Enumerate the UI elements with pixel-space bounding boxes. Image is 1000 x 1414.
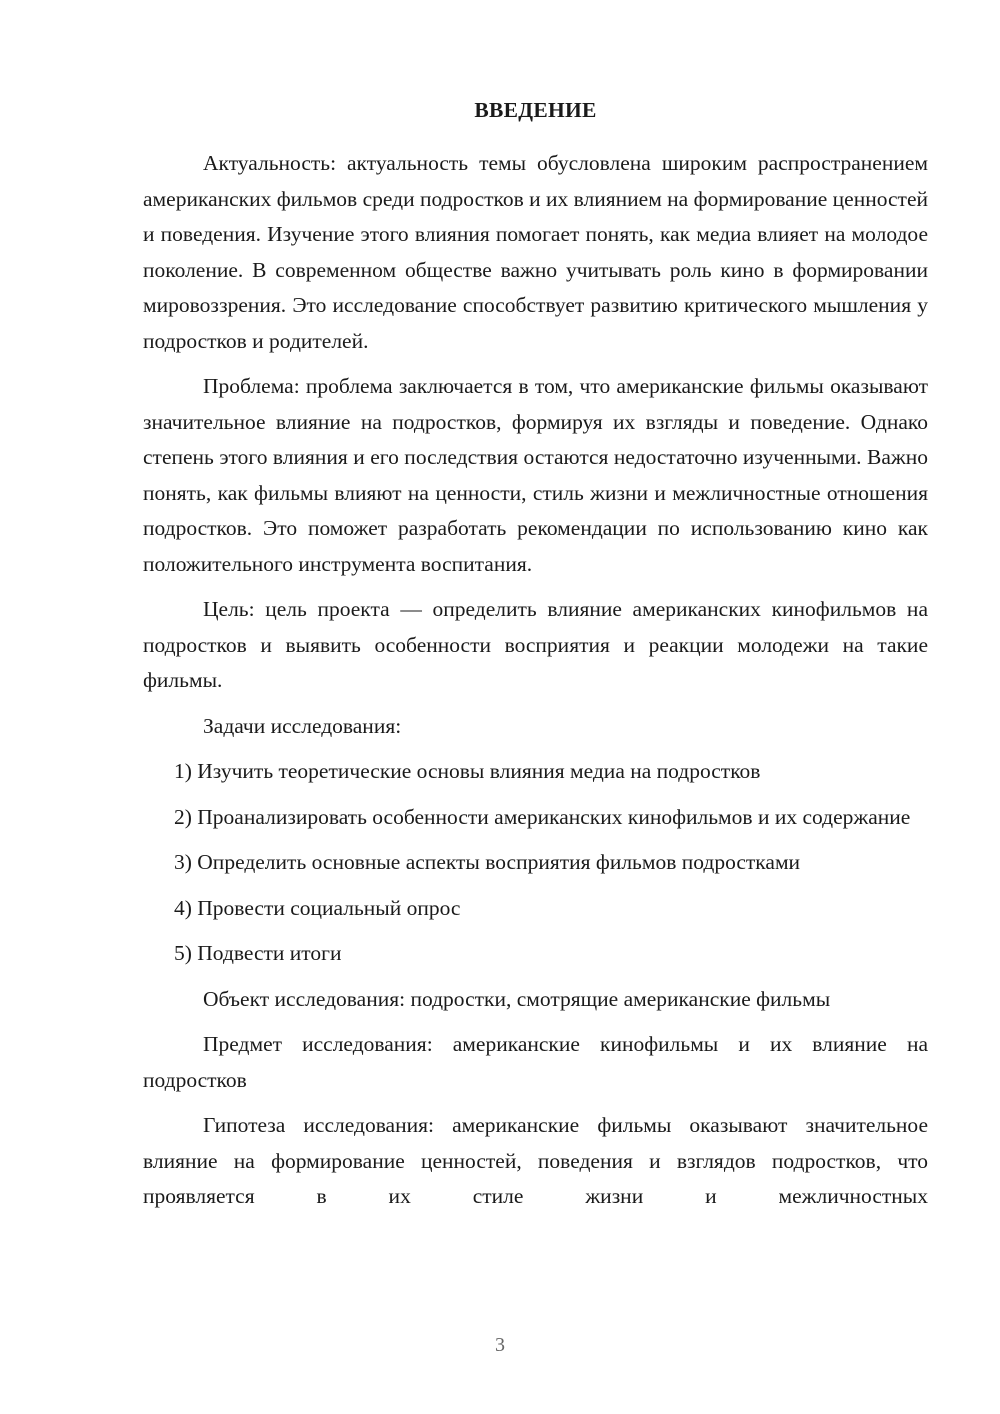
task-item-2: 2) Проанализировать особенности американских кинофильмов и их содержание <box>174 804 911 829</box>
task-item-1: 1) Изучить теоретические основы влияния медиа на подростков <box>174 759 761 783</box>
document-page <box>143 93 928 1215</box>
paragraph-problem: Проблема: проблема заключается в том, что американские фильмы оказывают значительное влияние на подростков, формируя их взгляды и поведение. Однако степень этого влияния и его последствия остаются недостаточно изученными. Важно понять, как фильмы влияют на ценности, стиль жизни и межличностные отношения подростков. Это поможет разработать рекомендации по использованию кино как положительного инструмента воспитания. <box>143 374 928 576</box>
page-number: 3 <box>495 1334 505 1356</box>
section-title: ВВЕДЕНИЕ <box>474 98 597 122</box>
task-item-3: 3) Определить основные аспекты восприятия фильмов подростками <box>174 850 801 874</box>
paragraph-relevance: Актуальность: актуальность темы обусловлена широким распространением американских фильмов среди подростков и их влиянием на формирование ценностей и поведения. Изучение этого влияния помогает понять, как медиа влияет на молодое поколение. В современном обществе важно учитывать роль кино в формировании мировоззрения. Это исследование способствует развитию критического мышления у подростков и родителей. <box>143 151 928 353</box>
task-item-5: 5) Подвести итоги <box>174 941 342 965</box>
paragraph-tasks-heading: Задачи исследования: <box>203 713 402 738</box>
task-item-4: 4) Провести социальный опрос <box>174 895 461 920</box>
paragraph-hypothesis: Гипотеза исследования: американские фильмы оказывают значительное влияние на формирование ценностей, поведения и взглядов подростков, что проявляется в их стиле жизни и межличностных <box>143 1113 928 1208</box>
paragraph-goal: Цель: цель проекта — определить влияние американских кинофильмов на подростков и выявить особенности восприятия и реакции молодежи на такие фильмы. <box>143 597 928 692</box>
paragraph-subject: Предмет исследования: американские кинофильмы и их влияние на подростков <box>143 1032 928 1092</box>
paragraph-object: Объект исследования: подростки, смотрящие американские фильмы <box>203 986 831 1011</box>
